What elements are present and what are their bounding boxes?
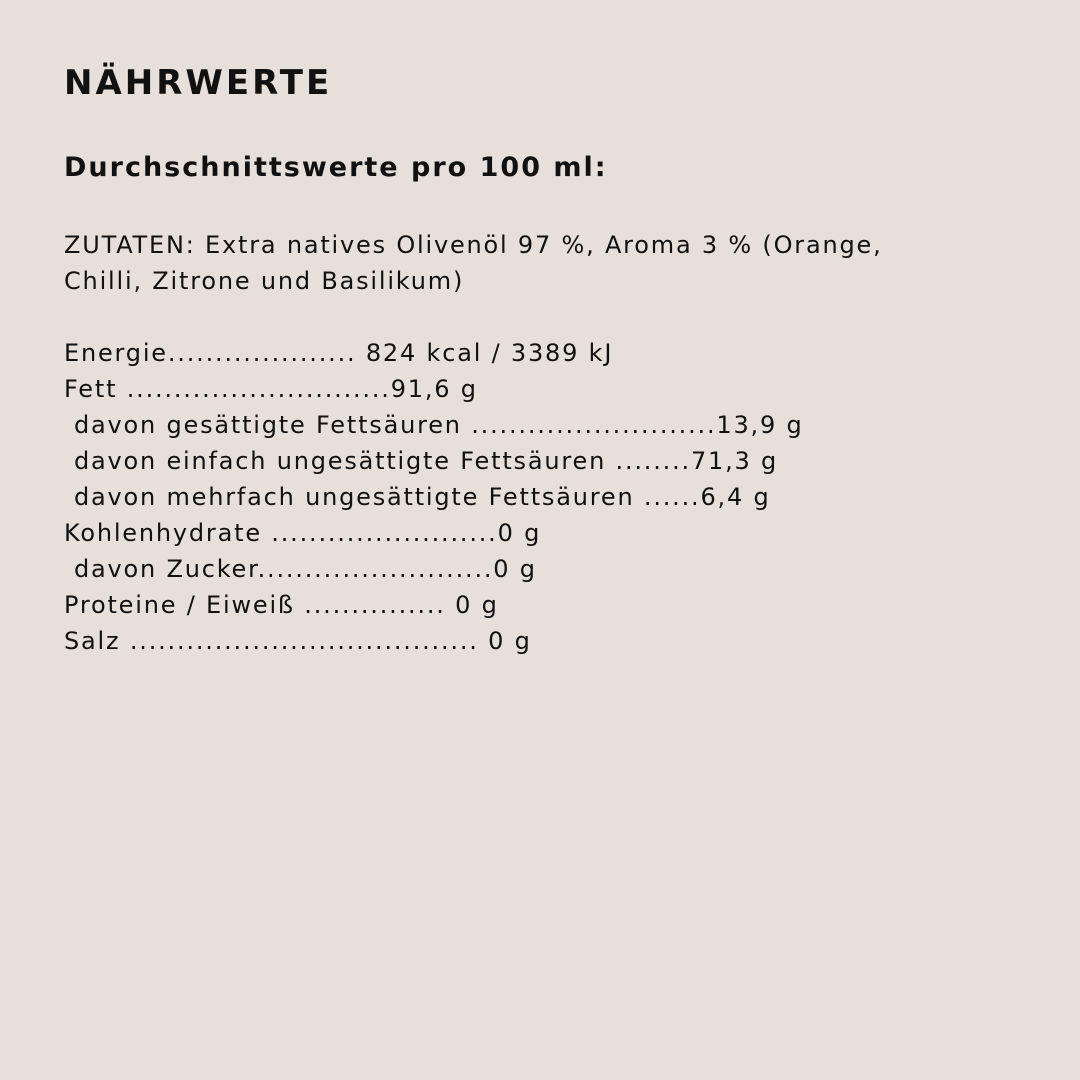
nutrient-row-saturated-fat: davon gesättigte Fettsäuren ..........................13,9 g (74, 411, 804, 439)
page-title: NÄHRWERTE (64, 63, 333, 103)
ingredients-line-1: ZUTATEN: Extra natives Olivenöl 97 %, Aroma 3 % (Orange, (64, 231, 883, 259)
ingredients-text (64, 227, 964, 299)
nutrient-row-sugar: davon Zucker.........................0 g (74, 555, 537, 583)
nutrient-row-fat: Fett ............................91,6 g (64, 375, 478, 403)
ingredients-line-2: Chilli, Zitrone und Basilikum) (64, 267, 465, 295)
nutrient-row-salt: Salz ..................................... 0 g (64, 627, 532, 655)
nutrient-row-carbohydrates: Kohlenhydrate ........................0 g (64, 519, 542, 547)
nutrient-row-energy: Energie.................... 824 kcal / 3389 kJ (64, 339, 614, 367)
nutrient-row-polyunsaturated-fat: davon mehrfach ungesättigte Fettsäuren ......6,4 g (74, 483, 771, 511)
per-100ml-subtitle: Durchschnittswerte pro 100 ml: (64, 152, 608, 183)
nutrient-list (64, 335, 804, 659)
nutrient-row-protein: Proteine / Eiweiß ............... 0 g (64, 591, 499, 619)
nutrient-row-monounsaturated-fat: davon einfach ungesättigte Fettsäuren ........71,3 g (74, 447, 779, 475)
